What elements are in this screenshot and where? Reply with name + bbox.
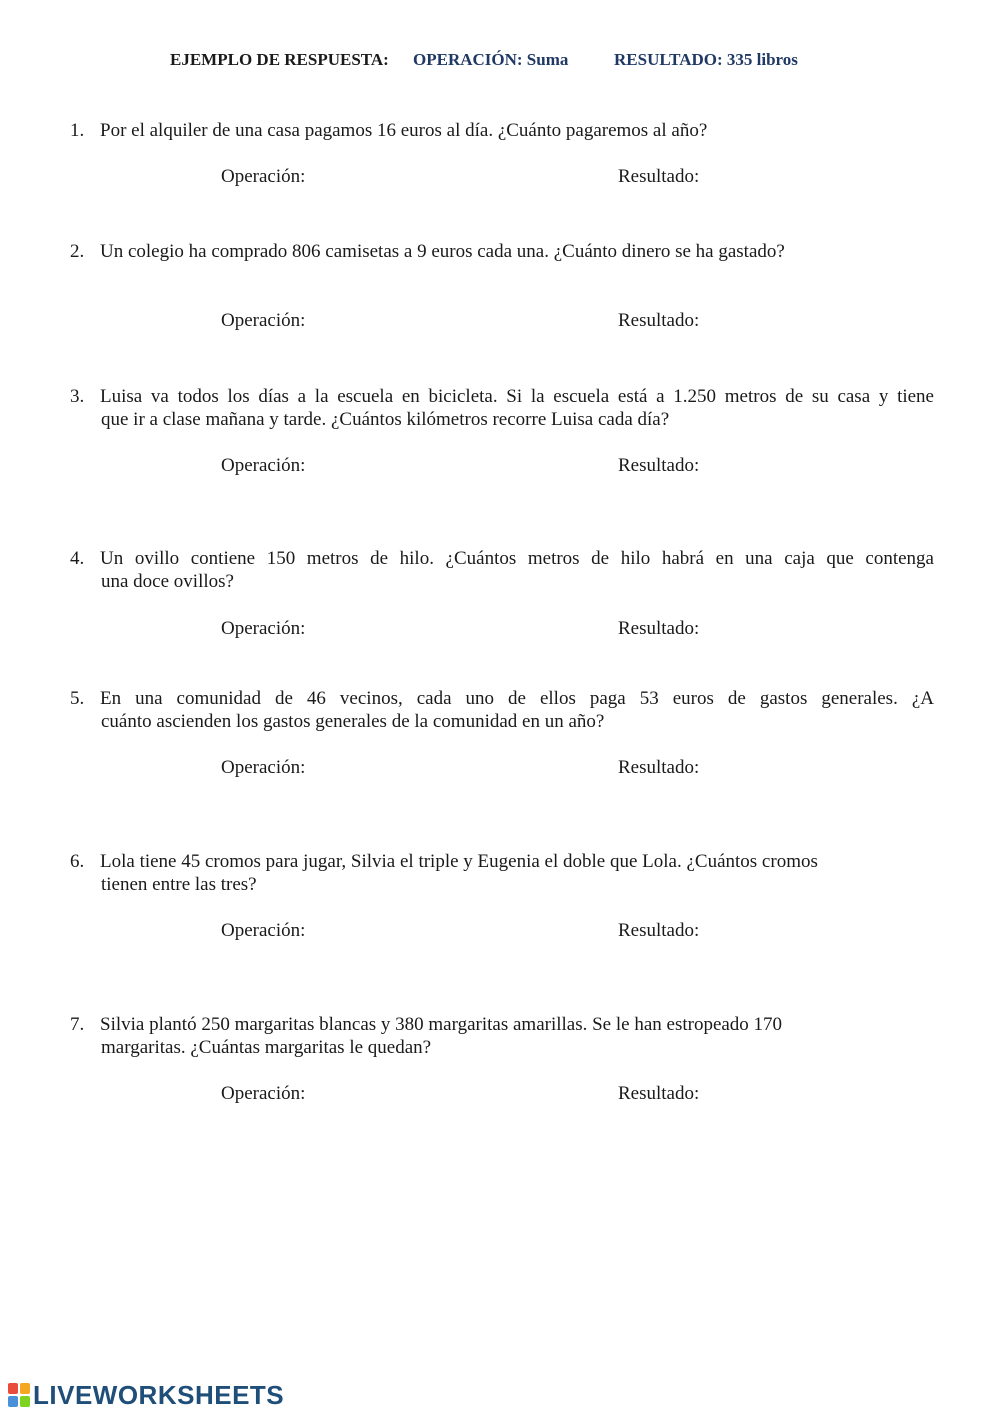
question-number: 4. (70, 548, 85, 569)
example-answer-header (0, 50, 1000, 74)
question-line (70, 385, 934, 408)
question-number: 5. (70, 688, 85, 709)
question-text-continued: una doce ovillos? (101, 571, 234, 592)
result-label: Resultado: (618, 757, 700, 778)
question-number: 6. (70, 851, 85, 872)
logo-square (20, 1396, 30, 1407)
liveworksheets-logo (8, 1380, 284, 1410)
question-2 (70, 240, 934, 263)
question-6 (70, 850, 934, 896)
logo-square (20, 1383, 30, 1394)
result-label: Resultado: (618, 920, 700, 941)
logo-squares-icon (8, 1383, 30, 1407)
question-text-continued: tienen entre las tres? (101, 874, 257, 895)
question-line (70, 240, 934, 263)
question-text: En una comunidad de 46 vecinos, cada uno de ellos paga 53 euros de gastos generales. ¿A (100, 688, 934, 709)
result-label: Resultado: (618, 166, 700, 187)
question-7 (70, 1013, 934, 1059)
example-label: EJEMPLO DE RESPUESTA: (170, 50, 389, 69)
question-line (70, 547, 934, 570)
question-line (70, 687, 934, 710)
operation-label: Operación: (221, 757, 306, 778)
question-number: 7. (70, 1014, 85, 1035)
result-label: Resultado: (618, 1083, 700, 1104)
question-4 (70, 547, 934, 593)
operation-label: Operación: (221, 618, 306, 639)
result-label: Resultado: (618, 618, 700, 639)
question-text: Lola tiene 45 cromos para jugar, Silvia el triple y Eugenia el doble que Lola. ¿Cuántos cromos (100, 851, 818, 872)
operation-label: Operación: (221, 310, 306, 331)
result-label: Resultado: (618, 310, 700, 331)
question-text: Silvia plantó 250 margaritas blancas y 380 margaritas amarillas. Se le han estropeado 170 (100, 1014, 783, 1035)
question-5 (70, 687, 934, 733)
question-text-continued: margaritas. ¿Cuántas margaritas le quedan? (101, 1037, 432, 1058)
operation-label: Operación: (221, 1083, 306, 1104)
question-1 (70, 119, 934, 142)
example-operation: OPERACIÓN: Suma (413, 50, 569, 69)
question-text-continued: cuánto ascienden los gastos generales de la comunidad en un año? (101, 711, 605, 732)
question-line (70, 850, 934, 873)
example-result: RESULTADO: 335 libros (614, 50, 798, 69)
result-label: Resultado: (618, 455, 700, 476)
question-text: Luisa va todos los días a la escuela en bicicleta. Si la escuela está a 1.250 metros de su casa y tiene (100, 386, 934, 407)
question-3 (70, 385, 934, 431)
operation-label: Operación: (221, 920, 306, 941)
logo-text: LIVEWORKSHEETS (33, 1379, 285, 1410)
question-text-continued: que ir a clase mañana y tarde. ¿Cuántos kilómetros recorre Luisa cada día? (101, 409, 670, 430)
logo-square (8, 1396, 18, 1407)
question-text: Por el alquiler de una casa pagamos 16 euros al día. ¿Cuánto pagaremos al año? (100, 120, 708, 141)
question-text: Un colegio ha comprado 806 camisetas a 9 euros cada una. ¿Cuánto dinero se ha gastado? (100, 241, 785, 262)
operation-label: Operación: (221, 166, 306, 187)
question-line (70, 119, 934, 142)
question-text: Un ovillo contiene 150 metros de hilo. ¿Cuántos metros de hilo habrá en una caja que contenga (100, 548, 934, 569)
operation-label: Operación: (221, 455, 306, 476)
question-line (70, 1013, 934, 1036)
logo-square (8, 1383, 18, 1394)
question-number: 3. (70, 386, 85, 407)
question-number: 1. (70, 120, 85, 141)
question-number: 2. (70, 241, 85, 262)
